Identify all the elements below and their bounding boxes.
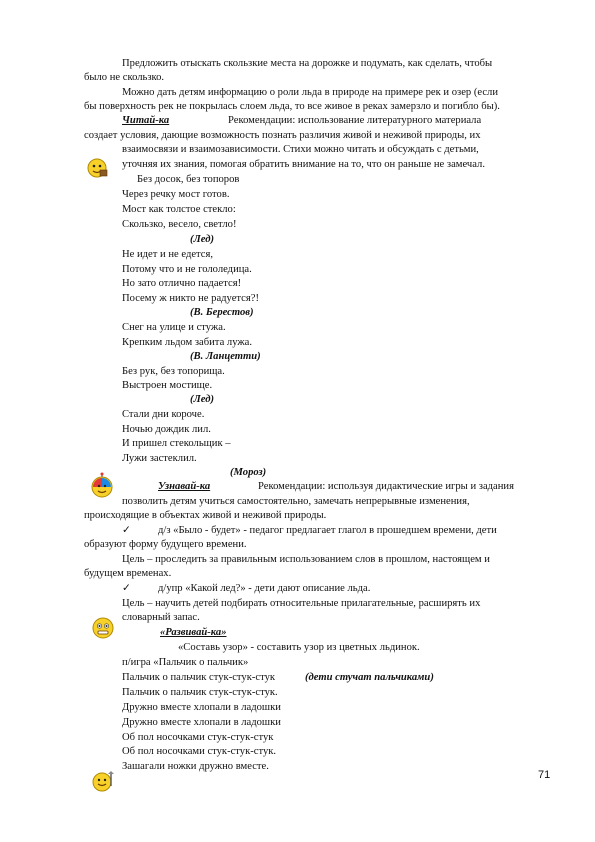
poem-line: Стали дни короче. <box>122 409 205 420</box>
learner-heading: Узнавай-ка <box>158 481 211 492</box>
game-line: д/упр «Какой лед?» - дети дают описание льда. <box>158 583 371 594</box>
poem-line: Без досок, без топоров <box>137 174 240 185</box>
poem-line: Но зато отлично падается! <box>122 278 242 289</box>
poem-line: Через речку мост готов. <box>122 189 230 200</box>
poem-line: Выстроен мостище. <box>122 380 213 391</box>
poem-line: Потому что и не гололедица. <box>122 264 252 275</box>
poem-line: Посему ж никто не радуется?! <box>122 293 259 304</box>
poem-line: Мост как толстое стекло: <box>122 204 236 215</box>
paragraph-line: было не скользко. <box>84 72 165 83</box>
poem-caption: (В. Берестов) <box>190 307 254 318</box>
poem-line: И пришел стекольщик – <box>122 438 231 449</box>
rhyme-line: Дружно вместе хлопали в ладошки <box>122 717 281 728</box>
poem-line: Ночью дождик лил. <box>122 424 211 435</box>
goal-line: Цель – научить детей подбирать относительные прилагательные, расширять их <box>122 598 481 609</box>
goal-line: будущем временах. <box>84 568 172 579</box>
poem-caption: (Лед) <box>190 234 215 245</box>
game-label: п/игра «Пальчик о пальчик» <box>122 657 249 668</box>
reader-heading: Читай-ка <box>122 115 170 126</box>
goal-line: словарный запас. <box>122 612 200 623</box>
poem-caption: (Мороз) <box>230 467 267 478</box>
learner-rec-line: происходящие в объектах живой и неживой природы. <box>84 510 327 521</box>
learner-rec-line: позволить детям учиться самостоятельно, замечать непрерывные изменения, <box>122 496 470 507</box>
rhyme-line: Об пол носочками стук-стук-стук <box>122 732 274 743</box>
rhyme-note: (дети стучат пальчиками) <box>305 672 434 683</box>
reader-rec-line: создает условия, дающие возможность познать различия живой и неживой природы, их <box>84 130 481 141</box>
paragraph-line: бы поверхность рек не покрылась слоем льда, то все живое в реках замерзло и погибло бы). <box>84 101 500 112</box>
developer-task: «Составь узор» - составить узор из цветных льдинок. <box>178 642 420 653</box>
poem-line: Без рук, без топорища. <box>122 366 225 377</box>
developer-smiley-icon <box>91 616 115 640</box>
rhyme-line: Об пол носочками стук-стук-стук. <box>122 746 277 757</box>
check-icon: ✓ <box>122 583 131 594</box>
reader-rec-line: уточняя их знания, помогая обратить внимание на то, что он раньше не замечал. <box>122 159 485 170</box>
rhyme-line: Дружно вместе хлопали в ладошки <box>122 702 281 713</box>
game-line: образуют форму будущего времени. <box>84 539 247 550</box>
learner-smiley-icon <box>90 472 114 498</box>
learner-rec-line: Рекомендации: используя дидактические игры и задания <box>258 481 514 492</box>
poem-line: Не идет и не едется, <box>122 249 214 260</box>
page-number: 71 <box>538 769 551 781</box>
check-icon: ✓ <box>122 525 131 536</box>
reader-smiley-icon <box>86 157 108 179</box>
paragraph-line: Можно дать детям информацию о роли льда в природе на примере рек и озер (если <box>122 87 499 98</box>
goal-line: Цель – проследить за правильным использованием слов в прошлом, настоящем и <box>122 554 490 565</box>
developer-heading: «Развивай-ка» <box>160 627 227 638</box>
poem-line: Крепким льдом забита лужа. <box>122 337 253 348</box>
rhyme-line: Зашагали ножки дружно вместе. <box>122 761 269 772</box>
game-line: д/з «Было - будет» - педагог предлагает глагол в прошедшем времени, дети <box>158 525 497 536</box>
rhyme-line: Пальчик о пальчик стук-стук-стук. <box>122 687 278 698</box>
poem-caption: (В. Ланцетти) <box>190 351 261 362</box>
poem-line: Снег на улице и стужа. <box>122 322 226 333</box>
reader-rec-line: взаимосвязи и взаимозависимости. Стихи можно читать и обсуждать с детьми, <box>122 144 479 155</box>
poem-line: Скользко, весело, светло! <box>122 219 237 230</box>
footer-smiley-icon <box>90 770 116 792</box>
reader-rec-line: Рекомендации: использование литературного материала <box>228 115 482 126</box>
paragraph-line: Предложить отыскать скользкие места на дорожке и подумать, как сделать, чтобы <box>122 58 493 69</box>
poem-caption: (Лед) <box>190 394 215 405</box>
poem-line: Лужи застеклил. <box>122 453 197 464</box>
rhyme-line: Пальчик о пальчик стук-стук-стук <box>122 672 276 683</box>
